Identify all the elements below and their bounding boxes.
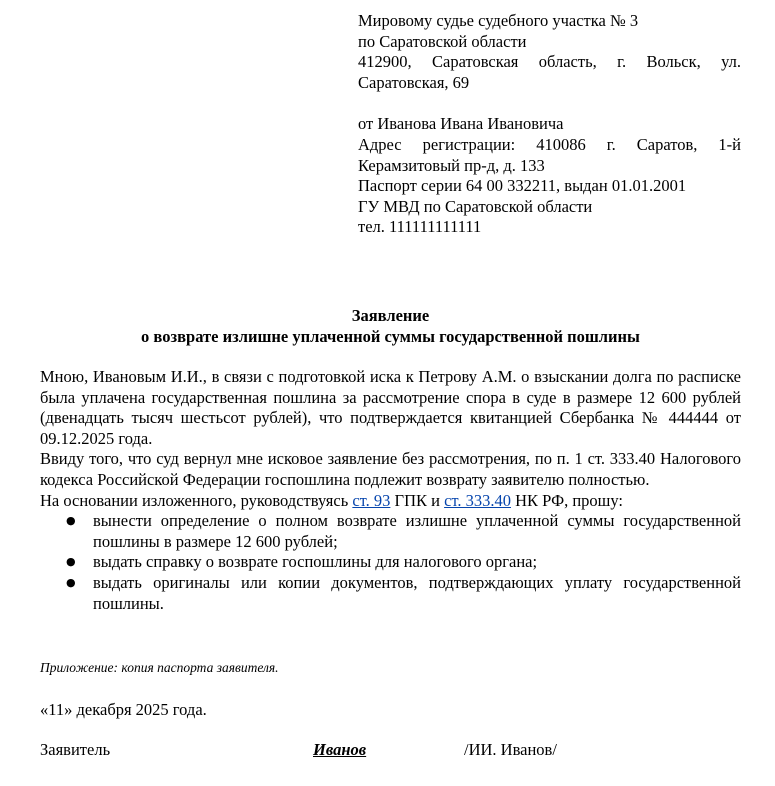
court-region: по Саратовской области xyxy=(358,31,527,51)
request-text: выдать оригиналы или копии документов, подтверждающих уплату государственной пошлины. xyxy=(93,572,741,613)
document-date: «11» декабря 2025 года. xyxy=(40,700,207,719)
title-subtitle: о возврате излишне уплаченной суммы государственной пошлины xyxy=(141,327,640,346)
signature-decode: /ИИ. Иванов/ xyxy=(464,740,557,759)
applicant-passport: Паспорт серии 64 00 332211, выдан 01.01.2001 xyxy=(358,176,687,196)
applicant-reg-address-line1: Адрес регистрации: 410086 г. Саратов, 1-й xyxy=(358,134,741,154)
list-item xyxy=(40,573,741,614)
document-body xyxy=(40,367,741,614)
applicant-reg-address-line2: Керамзитовый пр-д, д. 133 xyxy=(358,155,545,175)
basis-mid: ГПК и xyxy=(390,490,445,510)
body-paragraph-1: Мною, Ивановым И.И., в связи с подготовкой иска к Петрову А.М. о взыскании долга по расписке была уплачена государственная пошлина за рассмотрение спора в суде в размере 12 600 рублей (двенадцать тысяч шестьсот рублей), что подтверждается квитанцией Сбербанка № 444444 от 09.12.2025 года. xyxy=(40,367,741,448)
applicant-phone: тел. 111111111111 xyxy=(358,217,482,237)
basis-prefix: На основании изложенного, руководствуясь xyxy=(40,490,353,510)
court-name: Мировому судье судебного участка № 3 xyxy=(358,11,639,30)
addressee-block xyxy=(358,11,741,238)
court-address-line1: 412900, Саратовская область, г. Вольск, ул. xyxy=(358,52,741,72)
spacer xyxy=(358,93,741,114)
basis-suffix: НК РФ, прошу: xyxy=(511,490,624,510)
signer-role: Заявитель xyxy=(40,740,111,759)
bullet-icon: ● xyxy=(66,575,76,589)
request-list xyxy=(40,511,741,614)
title-main: Заявление xyxy=(351,306,430,325)
list-item xyxy=(40,511,741,552)
applicant-passport-issuer: ГУ МВД по Саратовской области xyxy=(358,196,593,216)
request-text: вынести определение о полном возврате излишне уплаченной суммы государственной пошлины в размере 12 600 рублей; xyxy=(93,511,741,551)
signature: Иванов xyxy=(313,740,367,759)
document-title xyxy=(40,305,741,347)
signature-row xyxy=(40,740,741,762)
body-basis-paragraph xyxy=(40,491,741,512)
bullet-icon: ● xyxy=(66,514,76,528)
body-paragraph-2: Ввиду того, что суд вернул мне исковое заявление без рассмотрения, по п. 1 ст. 333.40 Налогового кодекса Российской Федерации госпошлина подлежит возврату заявителю полностью. xyxy=(40,449,741,489)
list-item xyxy=(40,552,741,573)
link-nk-article-333-40[interactable]: ст. 333.40 xyxy=(444,490,511,510)
court-address-line2: Саратовская, 69 xyxy=(358,72,470,92)
attachment-note: Приложение: копия паспорта заявителя. xyxy=(40,660,279,675)
applicant-name: от Иванова Ивана Ивановича xyxy=(358,114,564,134)
link-gpk-article-93[interactable]: ст. 93 xyxy=(352,490,391,510)
request-text: выдать справку о возврате госпошлины для налогового органа; xyxy=(93,552,538,572)
bullet-icon: ● xyxy=(66,555,76,569)
